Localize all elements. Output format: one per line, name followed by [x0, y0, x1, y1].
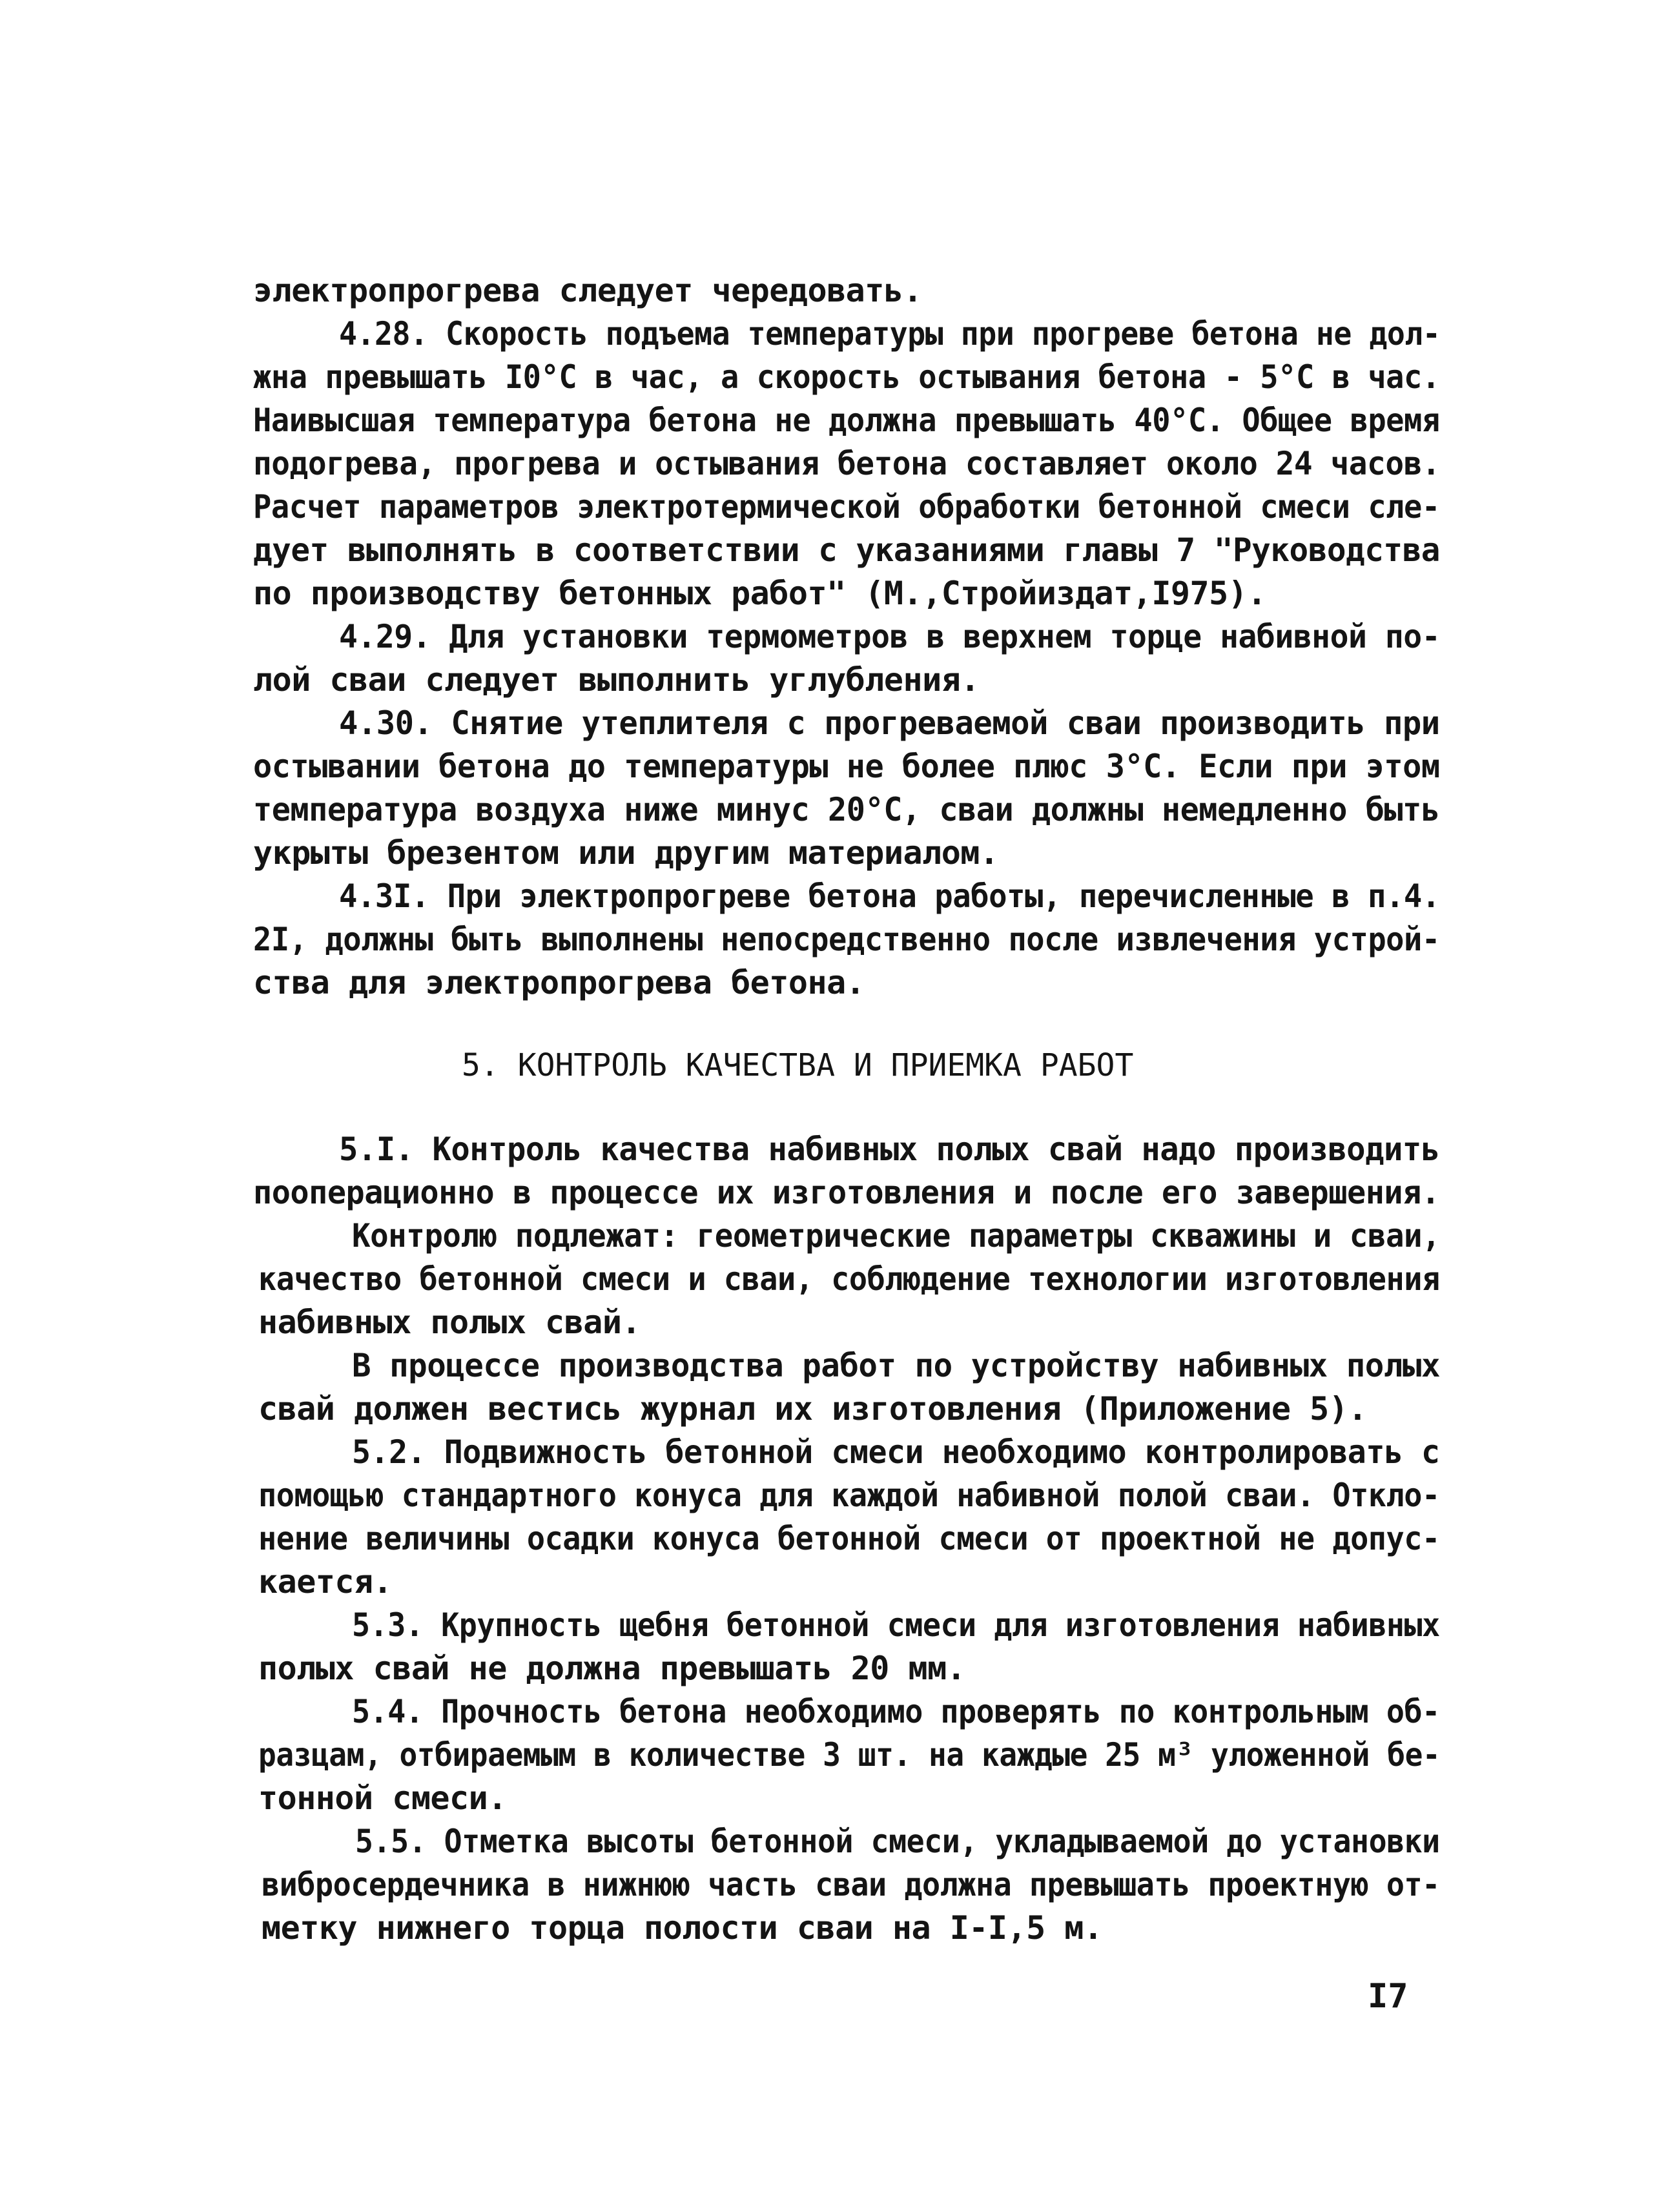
- text-line: набивных полых свай.: [258, 1304, 641, 1341]
- text-line: разцам, отбираемым в количестве 3 шт. на каждые 25 м³ уложенной бе-: [258, 1736, 1441, 1774]
- paragraph-5-4-start: 5.4. Прочность бетона необходимо проверять по контрольным об-: [352, 1693, 1440, 1730]
- text-line: остывании бетона до температуры не более плюс 3°С. Если при этом: [253, 748, 1440, 785]
- text-line: полых свай не должна превышать 20 мм.: [258, 1650, 966, 1687]
- text-line: дует выполнять в соответствии с указаниями главы 7 "Руководства: [253, 531, 1440, 569]
- text-line: нение величины осадки конуса бетонной смеси от проектной не допус-: [258, 1520, 1440, 1557]
- paragraph-5-5-start: 5.5. Отметка высоты бетонной смеси, укладываемой до установки: [355, 1823, 1440, 1860]
- paragraph-control-start: Контролю подлежат: геометрические параметры скважины и сваи,: [352, 1217, 1441, 1254]
- text-line: укрыты брезентом или другим материалом.: [253, 834, 999, 872]
- text-line: по производству бетонных работ" (М.,Стройиздат,I975).: [253, 575, 1266, 612]
- page-number: I7: [1368, 1977, 1408, 2016]
- text-line: кается.: [258, 1563, 393, 1601]
- text-line: свай должен вестись журнал их изготовления (Приложение 5).: [258, 1390, 1367, 1428]
- paragraph-4-30-start: 4.30. Снятие утеплителя с прогреваемой сваи производить при: [339, 704, 1440, 742]
- text-line: Расчет параметров электротермической обработки бетонной смеси сле-: [253, 488, 1440, 526]
- text-line: лой сваи следует выполнить углубления.: [253, 661, 980, 699]
- text-line: жна превышать I0°С в час, а скорость остывания бетона - 5°С в час.: [253, 358, 1440, 396]
- section-heading: 5. КОНТРОЛЬ КАЧЕСТВА И ПРИЕМКА РАБОТ: [462, 1047, 1134, 1083]
- text-line: 2I, должны быть выполнены непосредственно после извлечения устрой-: [253, 921, 1440, 958]
- text-line: тонной смеси.: [258, 1779, 507, 1817]
- text-line: электропрогрева следует чередовать.: [253, 272, 923, 309]
- text-line: метку нижнего торца полости сваи на I-I,5 м.: [262, 1909, 1103, 1947]
- paragraph-journal-start: В процессе производства работ по устройству набивных полых: [352, 1347, 1441, 1384]
- text-line: ства для электропрогрева бетона.: [253, 964, 865, 1001]
- text-line: вибросердечника в нижнюю часть сваи должна превышать проектную от-: [262, 1866, 1440, 1903]
- text-line: температура воздуха ниже минус 20°С, сваи должны немедленно быть: [253, 791, 1440, 828]
- paragraph-4-29-start: 4.29. Для установки термометров в верхнем торце набивной по-: [339, 618, 1441, 655]
- paragraph-4-31-start: 4.3I. При электропрогреве бетона работы, перечисленные в п.4.: [339, 877, 1440, 915]
- text-line: подогрева, прогрева и остывания бетона составляет около 24 часов.: [253, 445, 1441, 482]
- paragraph-5-3-start: 5.3. Крупность щебня бетонной смеси для изготовления набивных: [352, 1606, 1440, 1644]
- text-line: пооперационно в процессе их изготовления и после его завершения.: [253, 1174, 1440, 1211]
- paragraph-5-2-start: 5.2. Подвижность бетонной смеси необходимо контролировать с: [352, 1433, 1440, 1471]
- text-line: помощью стандартного конуса для каждой набивной полой сваи. Откло-: [258, 1477, 1440, 1514]
- text-line: Наивысшая температура бетона не должна превышать 40°С. Общее время: [253, 402, 1440, 439]
- text-line: качество бетонной смеси и сваи, соблюдение технологии изготовления: [258, 1260, 1440, 1298]
- paragraph-4-28-start: 4.28. Скорость подъема температуры при прогреве бетона не дол-: [339, 315, 1441, 353]
- paragraph-5-1-start: 5.I. Контроль качества набивных полых свай надо производить: [339, 1131, 1440, 1168]
